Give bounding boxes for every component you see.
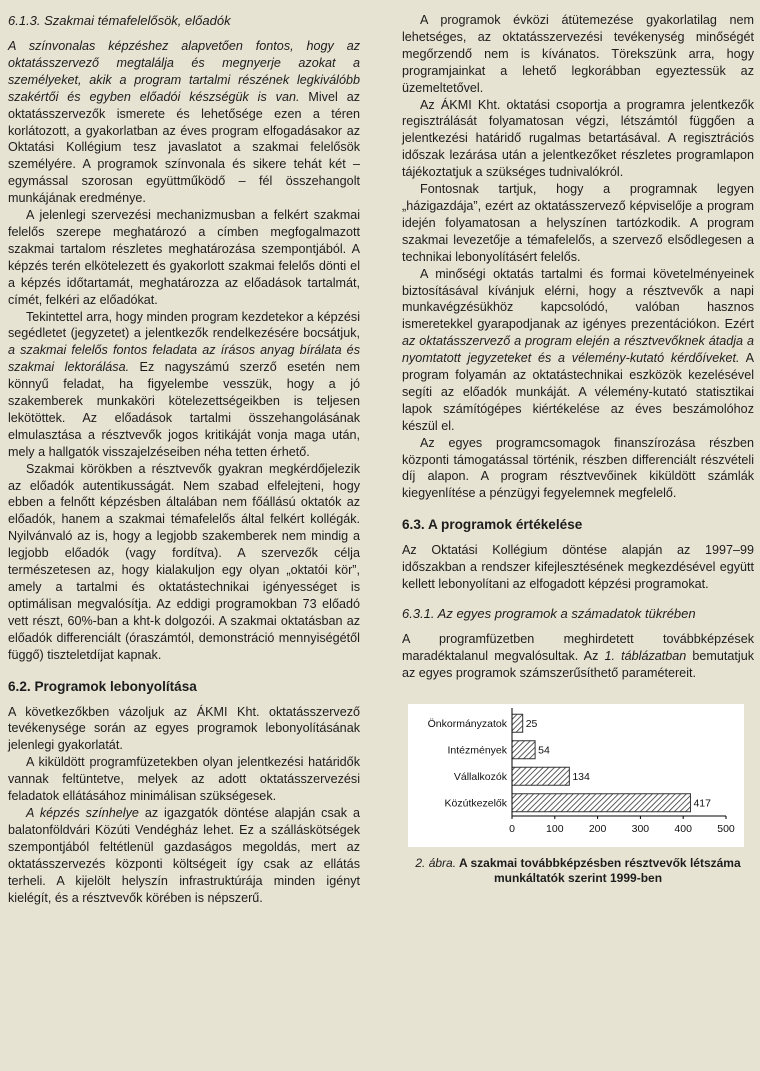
- data-label: 25: [525, 717, 538, 730]
- chart-frame: [408, 704, 744, 847]
- text: A program folyamán az oktatástechnikai eszközök kezelésével segíti az előadók munkáját. A vélemény-kutató statisztikai lapok számítógépes kiértékelése az éves beszámolóhoz készül el.: [402, 351, 754, 433]
- figure-caption: [402, 856, 754, 886]
- paragraph: A jelenlegi szervezési mechanizmusban a felkért szakmai felelős szerepe meghatározó a címben megfogalmazott szakmai tartalom részletes meghatározása szempontjából. A képzés terén elkötelezett és gyakorlott szakmai felelős dönti el a képzés időtartamát, meghatározza az előadások tartalmát, címét, felkéri az előadókat.: [8, 208, 360, 307]
- x-tick-label: 100: [546, 822, 564, 835]
- paragraph: [402, 266, 754, 435]
- text: az igazgatók döntése alapján csak a balatonföldvári Közúti Vendégház lehet. Ez a szálláskötségek szempontjából feltétlenül gazdaságos megoldás, mert az oktatásszervezés központi költségeit így csak az ellátás terheli. A kijelölt helyszín infrastruktúrája minden igényt kielégít, és a résztvevők körében is népszerű.: [8, 805, 360, 905]
- paragraph: [8, 309, 360, 461]
- paragraph: Az ÁKMI Kht. oktatási csoportja a programra jelentkezők regisztrálását folyamatosan végzi, létszámtól függően a jelentkezési határidő rugalmas betartásával. A regisztrációs időszak lezárása után a jelentkezőket részletes programlapon tájékoztatjuk a szükséges tudnivalókról.: [402, 97, 754, 180]
- heading-6-1-3: 6.1.3. Szakmai témafelelősök, előadók: [8, 13, 231, 28]
- italic-text: az oktatásszervező a program elején a résztvevőknek átadja a nyomtatott jegyzeteket és a vélemény-kutató kérdőíveket.: [402, 334, 754, 366]
- category-label: Önkormányzatok: [427, 717, 507, 730]
- heading-6-3-1: 6.3.1. Az egyes programok a számadatok tükrében: [402, 606, 696, 621]
- text: A programfüzetben meghirdetett továbbképzések maradéktalanul megvalósultak. Az: [402, 632, 754, 663]
- paragraph: Szakmai körökben a résztvevők gyakran megkérdőjelezik az előadók autentikusságát. Nem szabad elfelejteni, hogy ebben a felnőtt képzésben általában nem főállású oktatók az előadók, hanem a szakmai témafelelős által felkért kollégák. Nyilvánvaló az is, hogy a legjobb szakemberek nem mindig a legjobb előadók (vagy fordítva). A szervezők célja természetesen az, hogy kialakuljon egy olyan „oktatói kör”, amely a tartalmi és oktatástechnikai igényességet is optimálisan megvalósítja. Az eddigi programokban 73 előadó vett részt, 60%-ban a kht-k dolgozói. A szakmai oktatásban az előadók differenciált (óraszámtól, demonstráció mennyiségétől függő) tiszteletdíjat kapnak.: [8, 461, 360, 662]
- paragraph: [8, 38, 360, 207]
- bar: [512, 793, 690, 811]
- paragraph: A programok évközi átütemezése gyakorlatilag nem lehetséges, az oktatásszervezési tevékenység minőségét megőrzendő nem is kívánatos. Törekszünk arra, hogy programjainkat a lehető legkorábban egyeztessük az üzemeltetővel.: [402, 13, 754, 95]
- data-label: 134: [572, 770, 590, 783]
- italic-text: a szakmai felelős fontos feladata az írásos anyag bírálata és szakmai lektorálása.: [8, 343, 360, 375]
- category-label: Vállalkozók: [453, 770, 507, 783]
- bar: [512, 740, 535, 758]
- data-label: 54: [538, 743, 550, 756]
- paragraph: A kiküldött programfüzetekben olyan jelentkezési határidők vannak feltüntetve, melyek az adott oktatásszervezési feladatok ellátásához minimálisan szükségesek.: [8, 755, 360, 804]
- x-tick-label: 400: [674, 822, 692, 835]
- category-label: Intézmények: [447, 743, 507, 756]
- x-tick-label: 300: [631, 822, 650, 835]
- left-column: [8, 12, 360, 906]
- text: bemutatjuk az egyes programok számszerűsíthető paramétereit.: [402, 648, 755, 680]
- category-label: Közútkezelők: [444, 796, 507, 809]
- paragraph: Fontosnak tartjuk, hogy a programnak legyen „házigazdája”, ezért az oktatásszervező képviselője a program idején folyamatosan a helyszínen tartózkodik. A program szakmai levezetője a témafelelős, a szervező elsődlegesen a technikai lebonyolításért felelős.: [402, 182, 754, 264]
- paragraph: [8, 805, 360, 906]
- text: Mivel az oktatásszervezők ismerete és lehetősége ezen a téren korlátozott, a gyakorlatban az éves program elfogadásakor az Oktatási Kollégium tesz javaslatot a szakmai felelősök személyére. A programok színvonala és sikere tehát két – egymással szorosan együttműködő – fél összehangolt munkájának eredménye.: [8, 89, 360, 206]
- x-tick-label: 0: [509, 822, 515, 835]
- heading-6-2: 6.2. Programok lebonyolítása: [8, 678, 197, 694]
- paragraph: [402, 631, 754, 682]
- text: Ez nagyszámú szerző esetén nem könnyű feladat, ha figyelembe vesszük, hogy a jó szakemberek munkaköri kötelezettségeikben is teljesen lekötöttek. Az előadások tartalmi összehangolásának elmulasztása a résztvevők jogos kritikáját vonja maga után, mely a hallgatók visszajelzéseiben néha tetten érhető.: [8, 360, 360, 459]
- paragraph: A következőkben vázoljuk az ÁKMI Kht. oktatásszervező tevékenysége során az egyes programok lebonyolításának jelenlegi gyakorlatát.: [8, 704, 360, 753]
- bar-chart: [408, 704, 744, 847]
- italic-text: A színvonalas képzéshez alapvetően fontos, hogy az oktatásszervező megtalálja és megnyerje azokat a személyeket, akik a program tartalmi részének legkiválóbb szakértői és egyben előadói készségük is van.: [8, 39, 360, 104]
- text: A minőségi oktatás tartalmi és formai követelményeinek biztosításával kívánjuk elérni, hogy a résztvevők a napi munkavégzésükhöz kapcsolódó, valóban hasznos ismeretekkel gyarapodjanak az igényes prezentációkon. Ezért: [402, 266, 754, 332]
- figure: [402, 704, 754, 886]
- caption-number: 2. ábra.: [415, 855, 457, 870]
- paragraph: Az egyes programcsomagok finanszírozása részben központi támogatással történik, részben differenciált részvételi díj alapon. A program résztvevőinek kiküldött számlák kiegyenlítése a pénzügyi fegyelemnek megfelelő.: [402, 435, 754, 501]
- paragraph: Az Oktatási Kollégium döntése alapján az 1997–99 időszakban a rendszer kifejlesztésének megkezdésével együtt kellett lebonyolítani az elfogadott képzési programokat.: [402, 543, 754, 592]
- italic-text: A képzés színhelye: [26, 805, 139, 820]
- bar: [512, 714, 523, 732]
- text: Tekintettel arra, hogy minden program kezdetekor a képzési segédletet (jegyzetet) a jelentkezők rendelkezésére bocsátjuk,: [8, 309, 360, 341]
- heading-6-3: 6.3. A programok értékelése: [402, 517, 583, 533]
- bar: [512, 767, 569, 785]
- data-label: 417: [693, 796, 712, 809]
- caption-text: A szakmai továbbképzésben résztvevők létszáma munkáltatók szerint 1999-ben: [456, 855, 741, 885]
- right-column: [402, 12, 754, 886]
- x-tick-label: 200: [588, 822, 607, 835]
- italic-text: 1. táblázatban: [604, 648, 687, 663]
- x-tick-label: 500: [717, 822, 735, 835]
